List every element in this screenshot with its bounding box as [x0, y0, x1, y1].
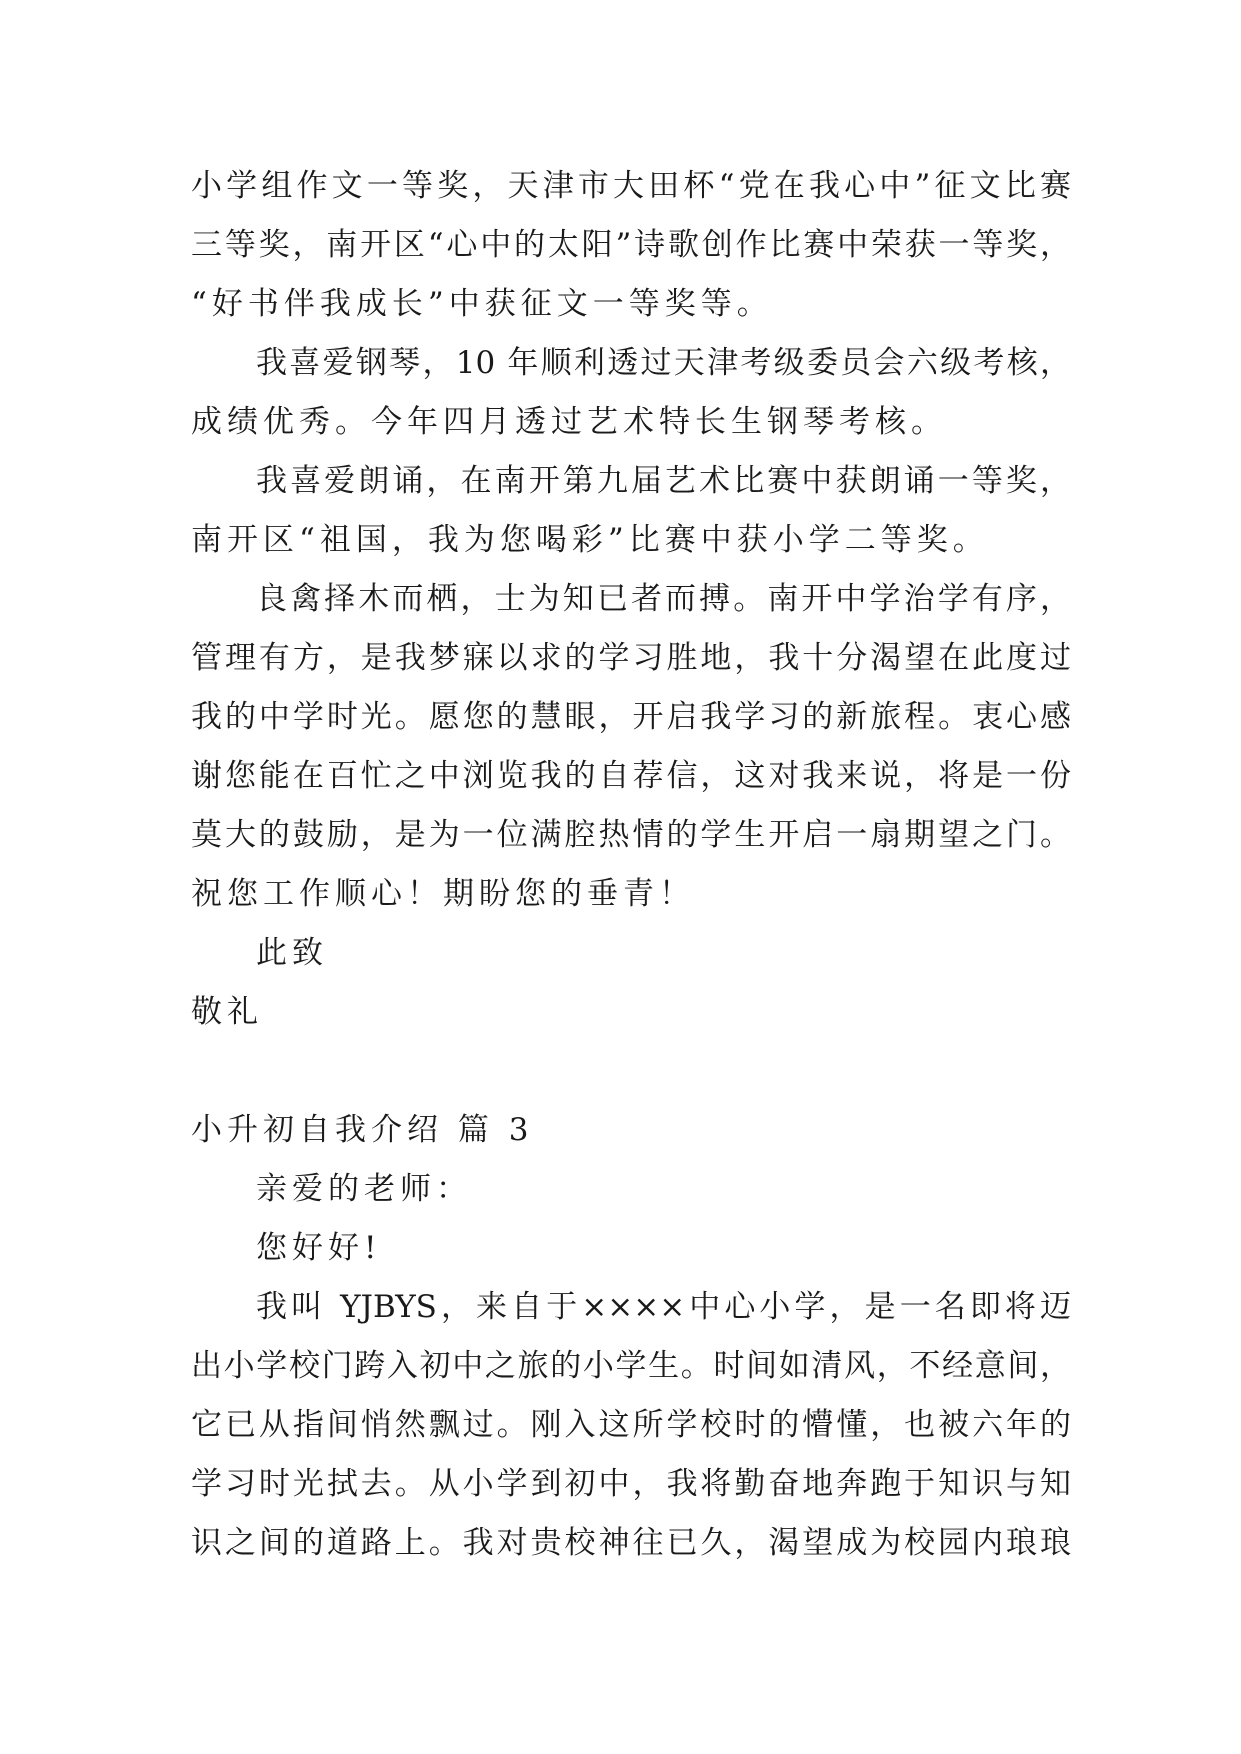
section-heading: 小升初自我介绍 篇 3 [191, 1112, 534, 1148]
greeting-hello: 您好好! [256, 1230, 382, 1266]
text-line: 它已从指间悄然飘过。刚入这所学校时的懵懂，也被六年的 [191, 1407, 1071, 1443]
text-line: 学习时光拭去。从小学到初中，我将勤奋地奔跑于知识与知 [191, 1466, 1071, 1502]
text-line: 三等奖，南开区“心中的太阳”诗歌创作比赛中荣获一等奖， [191, 227, 1071, 263]
closing-salutation: 此致 [256, 935, 328, 971]
text-line: 小学组作文一等奖，天津市大田杯“党在我心中”征文比赛 [191, 168, 1071, 204]
text-line: 识之间的道路上。我对贵校神往已久，渴望成为校园内琅琅 [191, 1525, 1071, 1561]
greeting: 亲爱的老师： [256, 1171, 472, 1207]
text-line: 成绩优秀。今年四月透过艺术特长生钢琴考核。 [191, 404, 947, 440]
text-line: 莫大的鼓励，是为一位满腔热情的学生开启一扇期望之门。 [191, 817, 1071, 853]
paragraph-start: 我喜爱钢琴，10 年顺利透过天津考级委员会六级考核， [256, 345, 1071, 381]
letter-body [191, 157, 1071, 1573]
text-line: 我的中学时光。愿您的慧眼，开启我学习的新旅程。衷心感 [191, 699, 1071, 735]
text-line: 出小学校门跨入初中之旅的小学生。时间如清风，不经意间， [191, 1348, 1071, 1384]
text-line: “好书伴我成长”中获征文一等奖等。 [191, 286, 773, 322]
text-line: 谢您能在百忙之中浏览我的自荐信，这对我来说，将是一份 [191, 758, 1071, 794]
paragraph-start: 我喜爱朗诵，在南开第九届艺术比赛中获朗诵一等奖， [256, 463, 1071, 499]
text-line: 南开区“祖国，我为您喝彩”比赛中获小学二等奖。 [191, 522, 989, 558]
text-line: 管理有方，是我梦寐以求的学习胜地，我十分渴望在此度过 [191, 640, 1071, 676]
text-line: 祝您工作顺心！期盼您的垂青！ [191, 876, 695, 912]
paragraph-start: 良禽择木而栖，士为知已者而搏。南开中学治学有序， [256, 581, 1071, 617]
paragraph-start: 我叫 YJBYS，来自于××××中心小学，是一名即将迈 [256, 1289, 1071, 1325]
closing-regards: 敬礼 [191, 994, 263, 1030]
